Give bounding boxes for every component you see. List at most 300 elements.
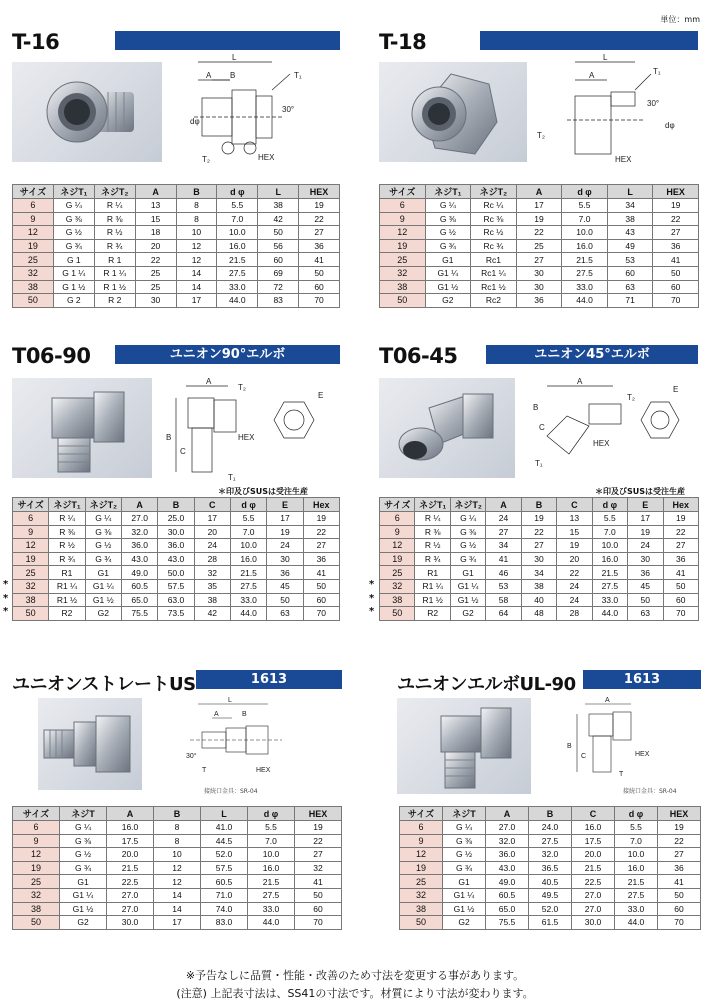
value-cell: 17 (154, 916, 201, 930)
value-cell: 32.0 (486, 834, 529, 848)
svg-text:L: L (603, 53, 608, 62)
value-cell: R1 ½ (415, 593, 450, 607)
value-cell: 17 (176, 294, 217, 308)
table-header-row (13, 498, 340, 512)
value-cell: 27.5 (248, 888, 295, 902)
value-cell: R1 ¼ (415, 579, 450, 593)
value-cell: 41 (653, 253, 699, 267)
value-cell: 70 (653, 294, 699, 308)
value-cell: 22 (653, 212, 699, 226)
value-cell: 28 (557, 607, 592, 621)
value-cell: 22 (135, 253, 176, 267)
value-cell: Rc ¾ (471, 239, 517, 253)
column-header: A (107, 807, 154, 821)
section-t0645 (355, 330, 710, 630)
asterisk: * (369, 593, 375, 604)
value-cell: R 1 ½ (94, 280, 135, 294)
size-cell: 32 (13, 888, 60, 902)
size-cell: 6 (13, 199, 54, 213)
size-cell: 25 (400, 875, 443, 889)
value-cell: 5.5 (248, 821, 295, 835)
value-cell: 30.0 (158, 525, 194, 539)
value-cell: 71.0 (201, 888, 248, 902)
section-title: ユニオンエルボUL-90 (397, 674, 576, 695)
size-cell: 12 (13, 226, 54, 240)
table-row (400, 848, 701, 862)
column-header: サイズ (380, 185, 426, 199)
value-cell: 41 (299, 253, 340, 267)
fitting-photo (12, 378, 152, 478)
value-cell: 19 (557, 539, 592, 553)
value-cell: 33.0 (217, 280, 258, 294)
section-t16 (0, 0, 355, 320)
svg-text:30°: 30° (282, 105, 295, 114)
table-row (400, 902, 701, 916)
table-row (13, 888, 342, 902)
value-cell: R ¾ (49, 552, 85, 566)
value-cell: 42 (258, 212, 299, 226)
value-cell: 25 (516, 239, 562, 253)
table-row (380, 212, 699, 226)
value-cell: 17.5 (107, 834, 154, 848)
value-cell: 71 (607, 294, 653, 308)
size-cell: 38 (13, 593, 49, 607)
table-row (13, 226, 340, 240)
value-cell: 63 (628, 607, 663, 621)
technical-drawing (190, 50, 330, 168)
table-row (13, 539, 340, 553)
value-cell: 60 (658, 902, 701, 916)
value-cell: R ⅜ (415, 525, 450, 539)
value-cell: G1 (85, 566, 121, 580)
size-cell: 12 (380, 226, 426, 240)
value-cell: 7.0 (592, 525, 627, 539)
table-row (400, 916, 701, 930)
section-title: T06-90 (12, 344, 91, 368)
value-cell: 73.5 (158, 607, 194, 621)
column-header: Hex (303, 498, 339, 512)
value-cell: 27 (653, 226, 699, 240)
value-cell: R ⅜ (49, 525, 85, 539)
value-cell: 32 (194, 566, 230, 580)
value-cell: G ¾ (60, 861, 107, 875)
value-cell: 27.0 (572, 902, 615, 916)
value-cell: 41 (663, 566, 699, 580)
value-cell: 49 (607, 239, 653, 253)
value-cell: R 2 (94, 294, 135, 308)
svg-text:30°: 30° (186, 753, 197, 760)
value-cell: 50 (653, 266, 699, 280)
value-cell: 16.0 (572, 821, 615, 835)
value-cell: 36 (516, 294, 562, 308)
value-cell: 25.0 (158, 512, 194, 526)
value-cell: 24 (557, 593, 592, 607)
value-cell: G ¼ (425, 199, 471, 213)
spec-table (12, 184, 340, 308)
value-cell: 32 (295, 861, 342, 875)
value-cell: G1 ½ (85, 593, 121, 607)
value-cell: 27.0 (572, 888, 615, 902)
value-cell: G1 ¼ (450, 579, 485, 593)
column-header: HEX (653, 185, 699, 199)
column-header: L (607, 185, 653, 199)
size-cell: 50 (380, 294, 426, 308)
column-header: B (158, 498, 194, 512)
value-cell: 10.0 (230, 539, 266, 553)
table-row (400, 861, 701, 875)
value-cell: 41 (295, 875, 342, 889)
column-header: ネジT₂ (450, 498, 485, 512)
value-cell: G ¼ (450, 512, 485, 526)
value-cell: 60 (258, 253, 299, 267)
value-cell: 5.5 (615, 821, 658, 835)
value-cell: 19 (653, 199, 699, 213)
table-header-row (380, 185, 699, 199)
size-cell: 50 (13, 294, 54, 308)
section-t0690 (0, 330, 355, 630)
value-cell: G ½ (53, 226, 94, 240)
value-cell: 57.5 (158, 579, 194, 593)
column-header: d φ (217, 185, 258, 199)
value-cell: 50 (258, 226, 299, 240)
value-cell: 22 (663, 525, 699, 539)
column-header: Hex (663, 498, 699, 512)
column-header: サイズ (400, 807, 443, 821)
value-cell: 21.5 (248, 875, 295, 889)
value-cell: R ¼ (94, 199, 135, 213)
value-cell: G ¼ (53, 199, 94, 213)
value-cell: 48 (521, 607, 556, 621)
value-cell: Rc1 ½ (471, 280, 517, 294)
table-row (380, 280, 699, 294)
column-header: ネジT₂ (85, 498, 121, 512)
value-cell: 5.5 (217, 199, 258, 213)
size-cell: 12 (380, 539, 415, 553)
value-cell: 27 (486, 525, 521, 539)
value-cell: 16.0 (217, 239, 258, 253)
svg-text:T₂: T₂ (627, 393, 635, 402)
value-cell: 38 (521, 579, 556, 593)
value-cell: R2 (415, 607, 450, 621)
title-bar: ユニオン45°エルボ (486, 345, 698, 364)
value-cell: 44.5 (201, 834, 248, 848)
column-header: A (135, 185, 176, 199)
value-cell: 34 (486, 539, 521, 553)
value-cell: 36 (299, 239, 340, 253)
value-cell: 27.0 (107, 888, 154, 902)
value-cell: 36.5 (529, 861, 572, 875)
size-cell: 50 (13, 916, 60, 930)
value-cell: 7.0 (230, 525, 266, 539)
value-cell: 38 (194, 593, 230, 607)
section-title: T-16 (12, 30, 60, 54)
value-cell: 33.0 (592, 593, 627, 607)
value-cell: 20 (557, 552, 592, 566)
value-cell: 12 (154, 875, 201, 889)
table-row (380, 226, 699, 240)
value-cell: 64 (486, 607, 521, 621)
value-cell: 7.0 (248, 834, 295, 848)
title-bar (115, 31, 340, 50)
value-cell: 16.0 (592, 552, 627, 566)
value-cell: 43.0 (121, 552, 157, 566)
value-cell: G ¾ (85, 552, 121, 566)
value-cell: 27.5 (592, 579, 627, 593)
table-row (380, 512, 699, 526)
column-header: L (258, 185, 299, 199)
value-cell: 27.0 (121, 512, 157, 526)
column-header: A (486, 498, 521, 512)
value-cell: 27.0 (107, 902, 154, 916)
svg-text:B: B (533, 403, 539, 412)
column-header: C (194, 498, 230, 512)
value-cell: 22.5 (107, 875, 154, 889)
value-cell: 63 (607, 280, 653, 294)
table-row (13, 253, 340, 267)
value-cell: 17 (628, 512, 663, 526)
value-cell: 50 (299, 266, 340, 280)
value-cell: G ¼ (443, 821, 486, 835)
value-cell: 27 (663, 539, 699, 553)
table-row (13, 239, 340, 253)
svg-text:30°: 30° (647, 99, 660, 108)
value-cell: 30 (521, 552, 556, 566)
value-cell: G ½ (85, 539, 121, 553)
table-row (400, 888, 701, 902)
value-cell: 83 (258, 294, 299, 308)
svg-text:T₁: T₁ (228, 473, 236, 482)
value-cell: G1 ½ (450, 593, 485, 607)
value-cell: 17 (516, 199, 562, 213)
size-cell: 12 (13, 848, 60, 862)
column-header: L (201, 807, 248, 821)
value-cell: 22 (299, 212, 340, 226)
value-cell: 36 (663, 552, 699, 566)
value-cell: 45 (267, 579, 303, 593)
value-cell: 30 (135, 294, 176, 308)
value-cell: 27.5 (529, 834, 572, 848)
value-cell: 72 (258, 280, 299, 294)
value-cell: G ¾ (53, 239, 94, 253)
connector-note: 接続口金具：SR-04 (204, 788, 258, 795)
table-row (13, 199, 340, 213)
size-cell: 25 (380, 566, 415, 580)
value-cell: 36 (267, 566, 303, 580)
table-row (13, 294, 340, 308)
column-header: C (572, 807, 615, 821)
value-cell: G ⅜ (53, 212, 94, 226)
value-cell: G2 (425, 294, 471, 308)
value-cell: G ⅜ (60, 834, 107, 848)
value-cell: 24.0 (529, 821, 572, 835)
value-cell: 60 (663, 593, 699, 607)
size-cell: 32 (13, 579, 49, 593)
value-cell: 22 (516, 226, 562, 240)
column-header: E (628, 498, 663, 512)
value-cell: 10 (154, 848, 201, 862)
column-header: d φ (562, 185, 608, 199)
column-header: ネジT₁ (53, 185, 94, 199)
section-ul90 (355, 660, 710, 930)
table-row (13, 566, 340, 580)
svg-text:E: E (318, 391, 324, 400)
value-cell: 30.0 (572, 916, 615, 930)
table-header-row (380, 498, 699, 512)
value-cell: 50 (267, 593, 303, 607)
value-cell: 30.0 (107, 916, 154, 930)
size-cell: 32 (13, 266, 54, 280)
value-cell: 60 (607, 266, 653, 280)
asterisk: * (3, 606, 9, 617)
table-row (13, 579, 340, 593)
table-header-row (400, 807, 701, 821)
value-cell: 61.5 (529, 916, 572, 930)
size-cell: 19 (380, 552, 415, 566)
value-cell: G ¼ (60, 821, 107, 835)
value-cell: 42 (194, 607, 230, 621)
value-cell: 19 (628, 525, 663, 539)
technical-drawing (535, 50, 695, 168)
svg-text:L: L (228, 697, 232, 704)
svg-text:HEX: HEX (635, 751, 650, 758)
svg-text:T: T (619, 771, 624, 778)
table-row (380, 253, 699, 267)
value-cell: 36.0 (486, 848, 529, 862)
title-bar: ユニオン90°エルボ (115, 345, 340, 364)
value-cell: 45 (628, 579, 663, 593)
table-row (400, 821, 701, 835)
value-cell: 60.5 (201, 875, 248, 889)
size-cell: 25 (13, 566, 49, 580)
table-row (13, 848, 342, 862)
column-header: ネジT₁ (49, 498, 85, 512)
value-cell: R1 (49, 566, 85, 580)
table-row (13, 861, 342, 875)
size-cell: 19 (13, 861, 60, 875)
table-row (13, 593, 340, 607)
svg-text:T₁: T₁ (653, 67, 661, 76)
svg-text:T₂: T₂ (202, 155, 210, 164)
value-cell: R2 (49, 607, 85, 621)
svg-text:HEX: HEX (256, 767, 271, 774)
technical-drawing (172, 696, 302, 782)
value-cell: 27 (516, 253, 562, 267)
value-cell: 21.5 (615, 875, 658, 889)
footer-line-1: ※予告なしに品質・性能・改善のため寸法を変更する事があります。 (185, 969, 525, 982)
spec-table (12, 497, 340, 621)
value-cell: G1 ¼ (425, 266, 471, 280)
value-cell: G1 ½ (425, 280, 471, 294)
title-bar: 1613 (583, 670, 701, 689)
section-title: ユニオンストレートUS (12, 674, 196, 695)
size-cell: 9 (400, 834, 443, 848)
column-header: A (121, 498, 157, 512)
value-cell: G ⅜ (425, 212, 471, 226)
value-cell: G2 (443, 916, 486, 930)
value-cell: 43.0 (158, 552, 194, 566)
table-row (13, 875, 342, 889)
value-cell: G1 ¼ (60, 888, 107, 902)
value-cell: 27.5 (562, 266, 608, 280)
value-cell: R1 ½ (49, 593, 85, 607)
value-cell: 12 (154, 861, 201, 875)
column-header: HEX (658, 807, 701, 821)
size-cell: 9 (13, 212, 54, 226)
value-cell: 36 (628, 566, 663, 580)
fitting-photo (38, 698, 142, 790)
svg-text:dφ: dφ (190, 117, 200, 126)
value-cell: G ⅜ (443, 834, 486, 848)
value-cell: G1 ¼ (85, 579, 121, 593)
size-cell: 9 (380, 525, 415, 539)
column-header: B (154, 807, 201, 821)
value-cell: 22.5 (572, 875, 615, 889)
value-cell: G ½ (443, 848, 486, 862)
value-cell: 21.5 (217, 253, 258, 267)
table-row (380, 199, 699, 213)
value-cell: 16.0 (230, 552, 266, 566)
value-cell: 19 (658, 821, 701, 835)
value-cell: 36 (653, 239, 699, 253)
column-header: ネジT₂ (471, 185, 517, 199)
size-cell: 19 (380, 239, 426, 253)
value-cell: 14 (176, 266, 217, 280)
size-cell: 38 (13, 902, 60, 916)
value-cell: 25 (135, 266, 176, 280)
svg-text:T₁: T₁ (535, 459, 543, 468)
technical-drawing (523, 376, 701, 484)
size-cell: 6 (13, 512, 49, 526)
table-header-row (13, 185, 340, 199)
value-cell: 30 (516, 280, 562, 294)
svg-text:C: C (581, 753, 587, 760)
value-cell: 20 (194, 525, 230, 539)
value-cell: Rc1 ¼ (471, 266, 517, 280)
value-cell: 14 (176, 280, 217, 294)
value-cell: Rc ½ (471, 226, 517, 240)
value-cell: G ¾ (450, 552, 485, 566)
value-cell: R 1 (94, 253, 135, 267)
value-cell: Rc1 (471, 253, 517, 267)
column-header: A (486, 807, 529, 821)
value-cell: 49.5 (529, 888, 572, 902)
value-cell: 27.0 (486, 821, 529, 835)
technical-drawing (158, 376, 338, 484)
value-cell: 50 (303, 579, 339, 593)
column-header: C (557, 498, 592, 512)
svg-text:A: A (214, 711, 219, 718)
svg-text:C: C (539, 423, 545, 432)
value-cell: 49.0 (121, 566, 157, 580)
size-cell: 12 (400, 848, 443, 862)
value-cell: G2 (85, 607, 121, 621)
value-cell: G 1 ¼ (53, 266, 94, 280)
title-bar: 1613 (196, 670, 342, 689)
value-cell: 50 (658, 888, 701, 902)
svg-text:B: B (567, 743, 572, 750)
table-row (13, 607, 340, 621)
value-cell: 27.5 (217, 266, 258, 280)
value-cell: 60 (653, 280, 699, 294)
value-cell: 8 (176, 199, 217, 213)
technical-drawing (555, 696, 685, 782)
value-cell: 60.5 (486, 888, 529, 902)
value-cell: R1 (415, 566, 450, 580)
value-cell: G 2 (53, 294, 94, 308)
value-cell: 44.0 (592, 607, 627, 621)
value-cell: 17.5 (572, 834, 615, 848)
table-row (380, 579, 699, 593)
